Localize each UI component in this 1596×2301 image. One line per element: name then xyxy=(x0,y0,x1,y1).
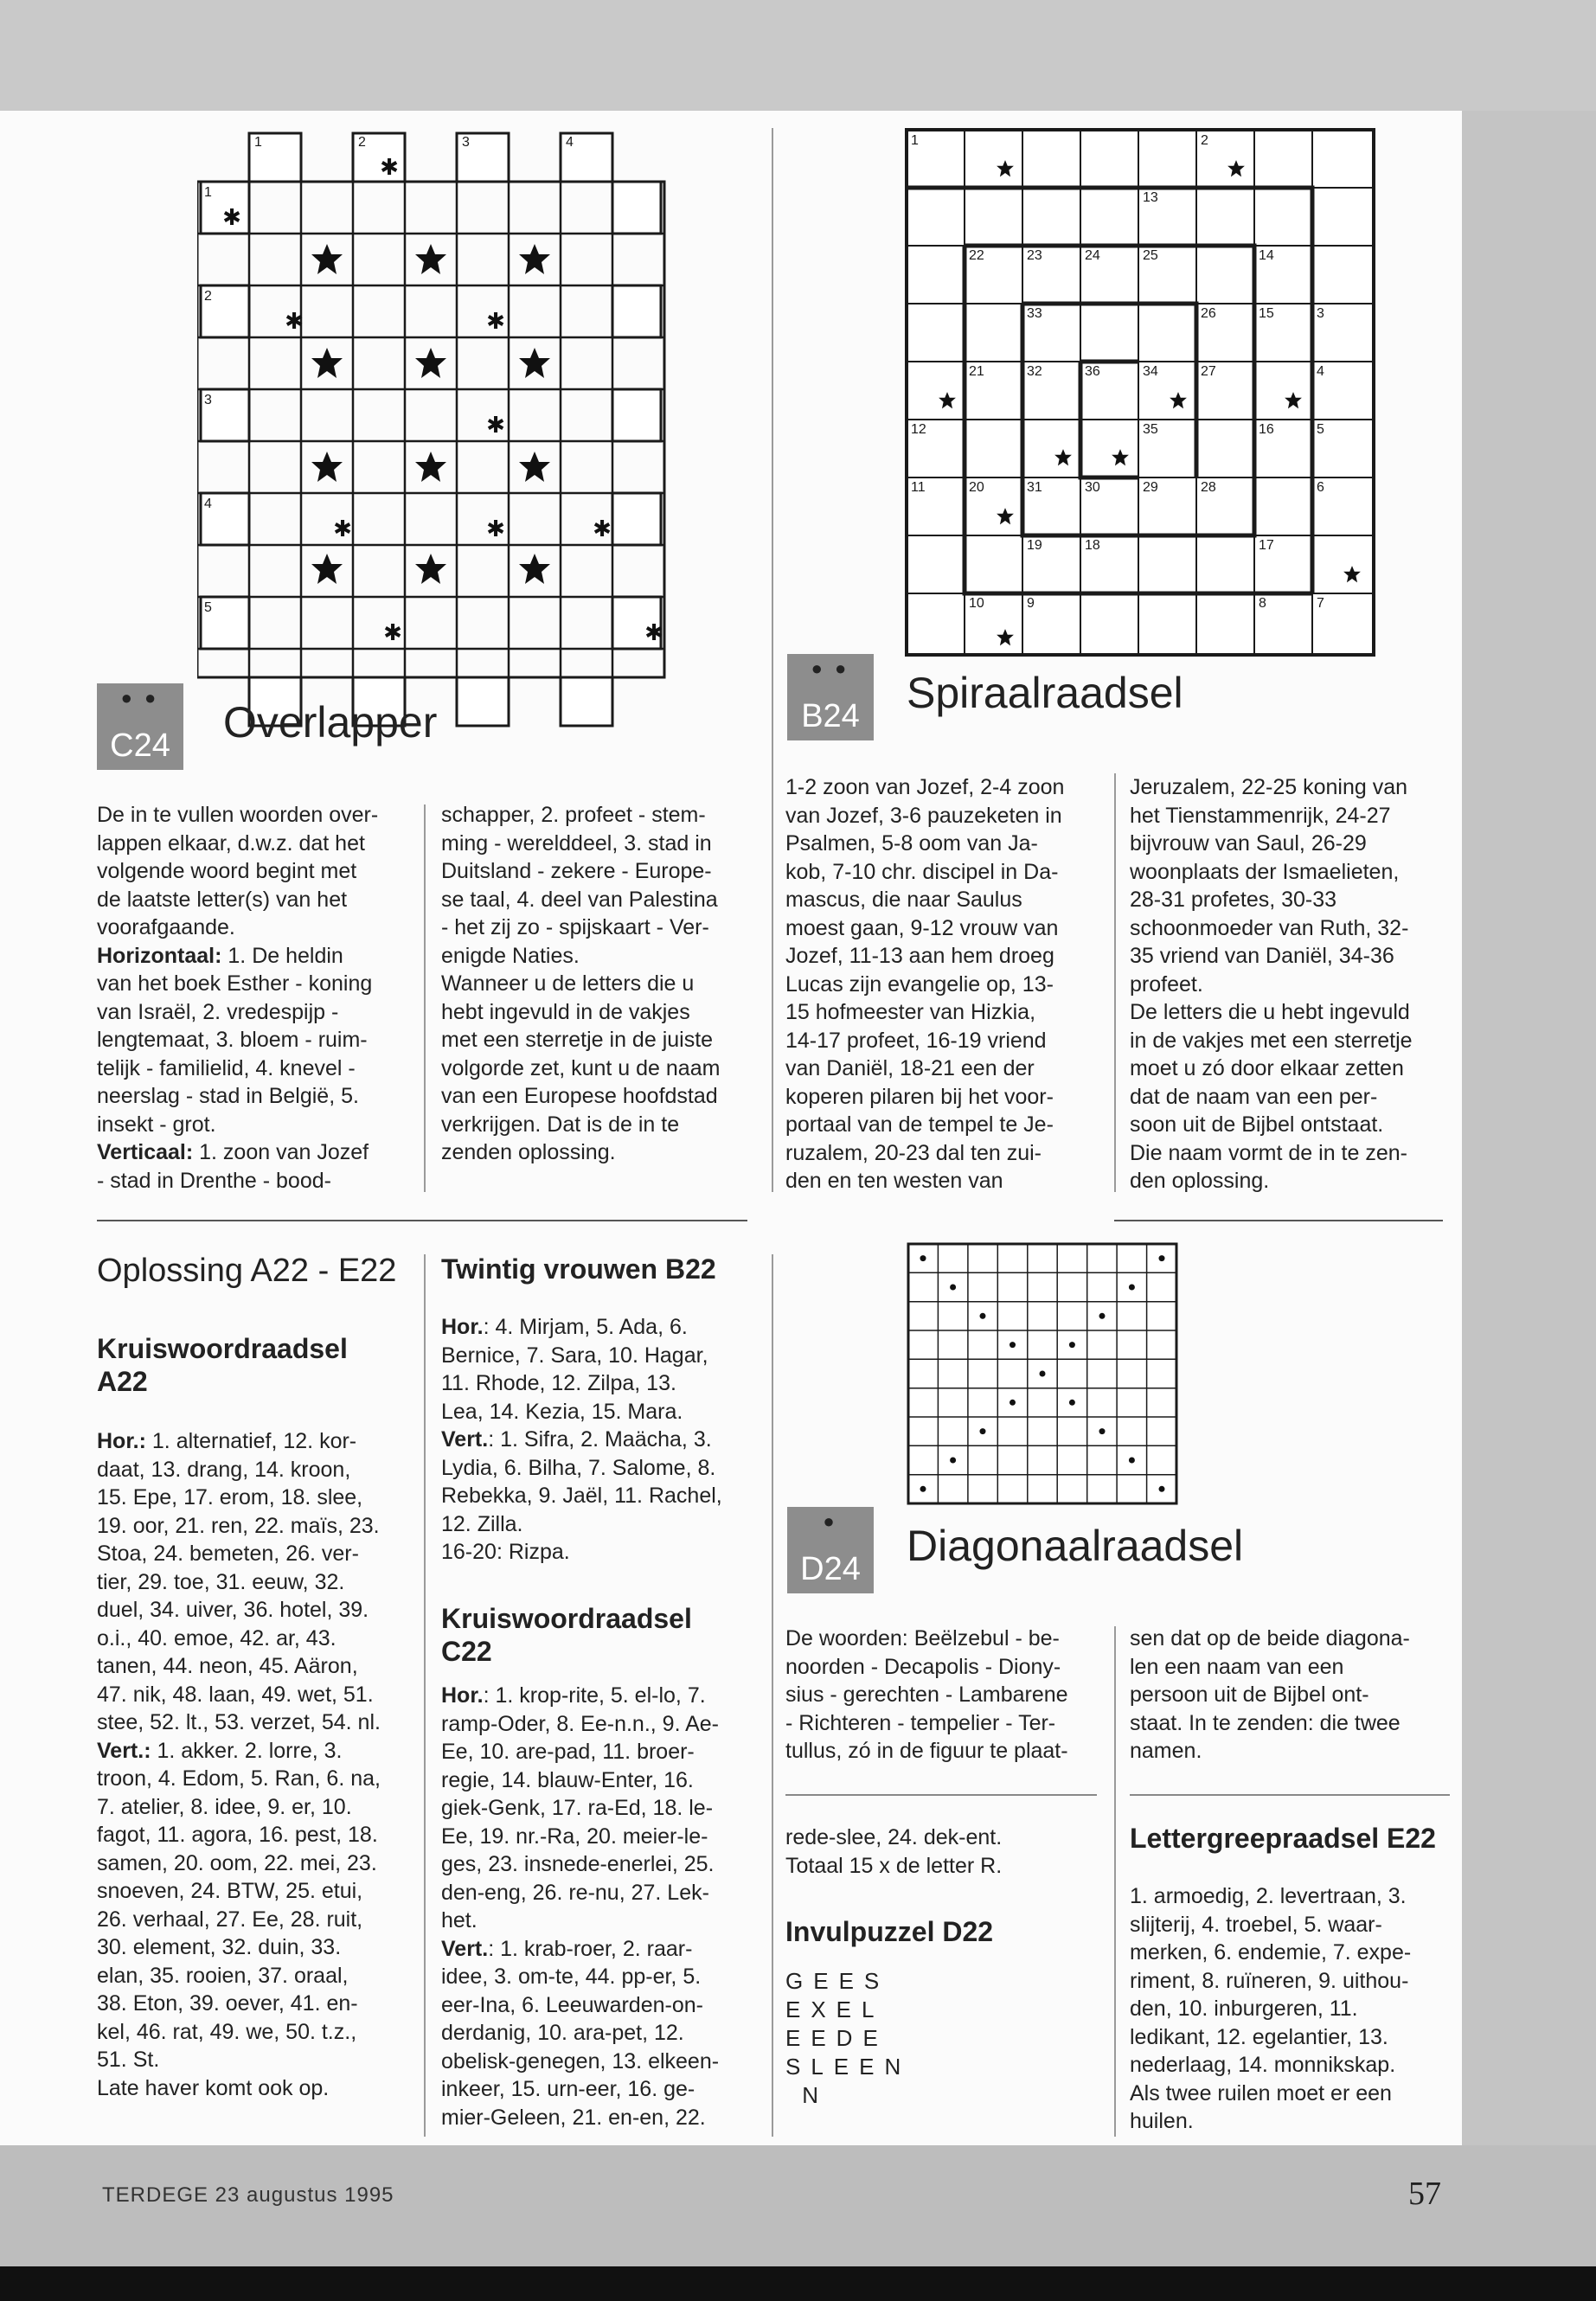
solution-kruis-c22 xyxy=(441,1682,761,2131)
grid-number: 14 xyxy=(1259,248,1274,263)
text-line: o.i., 40. emoe, 42. ar, 43. xyxy=(97,1625,337,1650)
grid-number: 33 xyxy=(1027,306,1042,321)
grid-number: 3 xyxy=(462,135,470,150)
text-line: Duitsland - zekere - Europe- xyxy=(441,859,712,883)
svg-text:✱: ✱ xyxy=(383,620,402,646)
text-line: zenden oplossing. xyxy=(441,1140,616,1164)
text-line: bijvrouw van Saul, 26-29 xyxy=(1130,831,1367,856)
text-line: soon uit de Bijbel ontstaat. xyxy=(1130,1112,1384,1137)
diagonaal-text-col1 xyxy=(785,1625,1097,1766)
text-line: neerslag - stad in België, 5. xyxy=(97,1084,359,1108)
footer-publication: TERDEGE 23 augustus 1995 xyxy=(102,2183,394,2207)
text-line: daat, 13. drang, 14. kroon, xyxy=(97,1457,351,1482)
text-line: schapper, 2. profeet - stem- xyxy=(441,803,706,827)
label: Vert. xyxy=(441,1936,489,1961)
text-line: namen. xyxy=(1130,1739,1202,1763)
text-line: persoon uit de Bijbel ont- xyxy=(1130,1682,1369,1707)
grid-number: 2 xyxy=(204,289,212,304)
text-line: met een sterretje in de juiste xyxy=(441,1028,714,1052)
puzzle-badge xyxy=(97,683,183,770)
grid-number: 5 xyxy=(204,600,212,615)
overlapper-text-col2 xyxy=(441,801,753,1167)
spiraal-grid[interactable] xyxy=(905,128,1381,659)
grid-number: 2 xyxy=(358,135,366,150)
text-line: ming - werelddeel, 3. stad in xyxy=(441,830,712,856)
text-line: in de vakjes met een sterretje xyxy=(1130,1028,1413,1053)
text-line: se taal, 4. deel van Palestina xyxy=(441,887,718,912)
section-divider xyxy=(97,1220,747,1221)
page-number: 57 xyxy=(1408,2176,1441,2212)
text-line: telijk - familielid, 4. knevel - xyxy=(97,1055,356,1080)
svg-text:✱: ✱ xyxy=(486,413,505,439)
solution-kruis-c22-cont xyxy=(785,1823,1097,1880)
text-line: De woorden: Beëlzebul - be- xyxy=(785,1626,1060,1650)
label: Horizontaal: xyxy=(97,943,222,968)
text-line: EEDE xyxy=(785,2025,888,2051)
text-line: de laatste letter(s) van het xyxy=(97,887,348,912)
text-line: riment, 8. ruïneren, 9. uithou- xyxy=(1130,1968,1409,1993)
text-line: den-eng, 26. re-nu, 27. Lek- xyxy=(441,1880,709,1905)
text-line: Lydia, 6. Bilha, 7. Salome, 8. xyxy=(441,1455,716,1480)
text-line: ges, 23. insnede-enerlei, 25. xyxy=(441,1852,715,1876)
text: 1. zoon van Jozef xyxy=(193,1140,369,1164)
puzzle-title: Diagonaalraadsel xyxy=(907,1522,1244,1570)
text-line: Lucas zijn evangelie op, 13- xyxy=(785,971,1054,997)
text-line: len een naam van een xyxy=(1130,1654,1344,1679)
text: 1. De heldin xyxy=(221,943,343,968)
text-line: rede-slee, 24. dek-ent. xyxy=(785,1825,1003,1849)
grid-number: 1 xyxy=(911,133,919,148)
text-line: Die naam vormt de in te zen- xyxy=(1130,1140,1407,1165)
grid-number: 25 xyxy=(1143,248,1158,263)
text-line: eer-Ina, 6. Leeuwarden-on- xyxy=(441,1992,703,2017)
grid-number: 35 xyxy=(1143,422,1158,437)
text-line: 1-2 zoon van Jozef, 2-4 zoon xyxy=(785,775,1065,799)
section-title: Kruiswoordraadsel C22 xyxy=(441,1603,692,1667)
text-line: insekt - grot. xyxy=(97,1112,216,1137)
text-line: hebt ingevuld in de vakjes xyxy=(441,999,690,1024)
difficulty-dots: ● ● xyxy=(120,687,160,708)
grid-number: 21 xyxy=(969,364,984,379)
text: : 1. krab-roer, 2. raar- xyxy=(488,1936,693,1961)
text-line: troon, 4. Edom, 5. Ran, 6. na, xyxy=(97,1766,381,1791)
puzzle-badge xyxy=(787,1507,874,1593)
grid-number: 4 xyxy=(1317,364,1324,379)
grid-number: 9 xyxy=(1027,596,1035,611)
column-divider xyxy=(424,1254,426,2137)
text: 1. akker. 2. lorre, 3. xyxy=(151,1738,343,1763)
grid-number: 28 xyxy=(1201,480,1216,495)
text-line: Bernice, 7. Sara, 10. Hagar, xyxy=(441,1343,708,1368)
text-line: De letters die u hebt ingevuld xyxy=(1130,1000,1410,1024)
text-line: profeet. xyxy=(1130,971,1203,997)
text-line: lengtemaat, 3. bloem - ruim- xyxy=(97,1028,368,1052)
text-line: Psalmen, 5-8 oom van Ja- xyxy=(785,831,1038,856)
text: 1. alternatief, 12. kor- xyxy=(145,1429,357,1453)
solution-lettergreep xyxy=(1130,1882,1458,2136)
text-line: staat. In te zenden: die twee xyxy=(1130,1710,1401,1735)
text-line: van Daniël, 18-21 een der xyxy=(785,1056,1035,1080)
text-line: sius - gerechten - Lambarene xyxy=(785,1682,1068,1707)
text-line: kel, 46. rat, 49. we, 50. t.z., xyxy=(97,2019,357,2044)
text-line: EXEL xyxy=(785,1997,885,2022)
grid-number: 27 xyxy=(1201,364,1216,379)
label: Vert.: xyxy=(97,1738,151,1763)
grid-number: 8 xyxy=(1259,596,1266,611)
text-line: den oplossing. xyxy=(1130,1169,1270,1193)
overlapper-grid[interactable] xyxy=(197,128,675,729)
text-line: Jeruzalem, 22-25 koning van xyxy=(1130,775,1408,799)
grid-number: 13 xyxy=(1143,190,1158,205)
section-title: Twintig vrouwen B22 xyxy=(441,1253,716,1285)
text-line xyxy=(97,1138,391,1167)
text-line: GEES xyxy=(785,1968,890,1994)
text-line: 12. Zilla. xyxy=(441,1511,523,1536)
column-divider xyxy=(1114,773,1116,1192)
label: Hor. xyxy=(441,1315,484,1339)
text-line: inkeer, 15. urn-eer, 16. ge- xyxy=(441,2077,695,2101)
text-line: Als twee ruilen moet er een xyxy=(1130,2080,1392,2106)
label: Hor.: xyxy=(97,1429,146,1453)
text-line: verkrijgen. Dat is de in te xyxy=(441,1112,680,1137)
text-line: het. xyxy=(441,1908,478,1932)
text-line: Late haver komt ook op. xyxy=(97,2075,330,2100)
difficulty-dots: ● xyxy=(823,1510,838,1532)
scan-edge xyxy=(0,2266,1596,2301)
spiraal-text-col2 xyxy=(1130,773,1450,1195)
text-line: De in te vullen woorden over- xyxy=(97,803,379,827)
text-line: - het zij zo - spijskaart - Ver- xyxy=(441,915,709,939)
puzzle-code: C24 xyxy=(110,727,170,764)
text-line: ramp-Oder, 8. Ee-n.n., 9. Ae- xyxy=(441,1711,719,1736)
text: : 1. krop-rite, 5. el-lo, 7. xyxy=(483,1683,706,1708)
text-line: voorafgaande. xyxy=(97,915,235,939)
grid-number: 32 xyxy=(1027,364,1042,379)
text-line: het Tienstammenrijk, 24-27 xyxy=(1130,803,1391,828)
text-line: mascus, die naar Saulus xyxy=(785,888,1022,912)
text-line: dat de naam van een per- xyxy=(1130,1084,1378,1109)
text-line: 28-31 profetes, 30-33 xyxy=(1130,888,1337,912)
section-divider xyxy=(1114,1220,1443,1221)
text-line: samen, 20. oom, 22. mei, 23. xyxy=(97,1850,377,1875)
svg-text:✱: ✱ xyxy=(222,205,241,231)
grid-number: 31 xyxy=(1027,480,1042,495)
grid-number: 11 xyxy=(911,480,926,495)
grid-number: 22 xyxy=(969,248,984,263)
grid-number: 2 xyxy=(1201,133,1208,148)
solutions-title: Oplossing A22 - E22 xyxy=(97,1253,397,1289)
svg-text:✱: ✱ xyxy=(285,309,304,335)
grid-number: 34 xyxy=(1143,364,1158,379)
svg-text:✱: ✱ xyxy=(486,516,505,542)
column-divider xyxy=(772,128,773,1192)
text-line: portaal van de tempel te Je- xyxy=(785,1112,1054,1137)
overlapper-text-col1 xyxy=(97,801,391,1195)
text-line: enigde Naties. xyxy=(441,943,580,968)
solution-invul xyxy=(785,1967,1045,2110)
column-divider xyxy=(772,1254,773,2137)
section-divider xyxy=(1130,1794,1450,1796)
text-line: noorden - Decapolis - Diony- xyxy=(785,1654,1061,1679)
difficulty-dots: ● ● xyxy=(811,657,850,679)
text-line: 11. Rhode, 12. Zilpa, 13. xyxy=(441,1371,676,1395)
text-line xyxy=(441,1935,761,1964)
diagonaal-text-col2 xyxy=(1130,1625,1450,1766)
grid-number: 4 xyxy=(566,135,574,150)
text-line: 26. verhaal, 27. Ee, 28. ruit, xyxy=(97,1907,363,1932)
text-line: Stoa, 24. bemeten, 26. ver- xyxy=(97,1541,359,1566)
text-line: 47. nik, 48. laan, 49. wet, 51. xyxy=(97,1682,374,1707)
text-line: 15 hofmeester van Hizkia, xyxy=(785,1000,1036,1024)
text-line: Rebekka, 9. Jaël, 11. Rachel, xyxy=(441,1484,722,1508)
column-divider xyxy=(1114,1626,1116,2137)
svg-text:✱: ✱ xyxy=(486,309,505,335)
text-line: N xyxy=(785,2082,829,2108)
text-line: mier-Geleen, 21. en-en, 22. xyxy=(441,2105,706,2130)
text-line xyxy=(441,1426,761,1454)
spiraal-text-col1 xyxy=(785,773,1097,1195)
label: Hor. xyxy=(441,1683,484,1708)
text-line: - stad in Drenthe - bood- xyxy=(97,1168,331,1193)
grid-number: 7 xyxy=(1317,596,1324,611)
text-line: 16-20: Rizpa. xyxy=(441,1540,570,1564)
grid-number: 3 xyxy=(1317,306,1324,321)
grid-number: 6 xyxy=(1317,480,1324,495)
column-divider xyxy=(424,804,426,1192)
text-line: van Jozef, 3-6 pauzeketen in xyxy=(785,803,1062,828)
grid-number: 18 xyxy=(1085,538,1100,553)
text-line: volgende woord begint met xyxy=(97,859,357,883)
svg-text:✱: ✱ xyxy=(380,155,399,181)
text-line: Ee, 10. are-pad, 11. broer- xyxy=(441,1740,695,1764)
text-line: duel, 34. uiver, 36. hotel, 39. xyxy=(97,1598,369,1622)
grid-number: 1 xyxy=(204,185,212,200)
text-line: 19. oor, 21. ren, 22. maïs, 23. xyxy=(97,1513,380,1538)
text-line: SLEEN xyxy=(785,2054,912,2080)
grid-number: 12 xyxy=(911,422,926,437)
text-line: ruzalem, 20-23 dal ten zui- xyxy=(785,1140,1042,1165)
puzzle-code: B24 xyxy=(801,698,860,734)
grid-number: 26 xyxy=(1201,306,1216,321)
text-line: Wanneer u de letters die u xyxy=(441,971,695,996)
text-line xyxy=(97,1737,417,1766)
solution-kruis-a22 xyxy=(97,1427,417,2102)
grid-number: 10 xyxy=(969,596,984,611)
text-line: moet u zó door elkaar zetten xyxy=(1130,1056,1404,1080)
section-title: Kruiswoordraadsel A22 xyxy=(97,1333,348,1397)
text-line: Lea, 14. Kezia, 15. Mara. xyxy=(441,1399,683,1424)
puzzle-title: Spiraalraadsel xyxy=(907,669,1183,717)
svg-text:✱: ✱ xyxy=(644,620,663,646)
text-line: Jozef, 11-13 aan hem droeg xyxy=(785,944,1054,968)
text-line: van het boek Esther - koning xyxy=(97,971,373,996)
text-line: idee, 3. om-te, 44. pp-er, 5. xyxy=(441,1965,702,1989)
puzzle-badge xyxy=(787,654,874,740)
grid-number: 5 xyxy=(1317,422,1324,437)
grid-number: 19 xyxy=(1027,538,1042,553)
text-line xyxy=(441,1682,761,1710)
text-line: tanen, 44. neon, 45. Aäron, xyxy=(97,1654,358,1678)
grid-number: 16 xyxy=(1259,422,1274,437)
grid-number: 23 xyxy=(1027,248,1042,263)
grid-number: 24 xyxy=(1085,248,1100,263)
section-title: Lettergreepraadsel E22 xyxy=(1130,1823,1436,1854)
text-line: huilen. xyxy=(1130,2109,1194,2133)
text-line: 38. Eton, 39. oever, 41. en- xyxy=(97,1991,358,2016)
text-line: 35 vriend van Daniël, 34-36 xyxy=(1130,944,1394,968)
text-line xyxy=(97,1427,417,1456)
grid-number: 36 xyxy=(1085,364,1100,379)
text-line: moest gaan, 9-12 vrouw van xyxy=(785,915,1059,940)
text-line: stee, 52. lt., 53. verzet, 54. nl. xyxy=(97,1710,381,1734)
text-line: 1. armoedig, 2. levertraan, 3. xyxy=(1130,1884,1407,1908)
puzzle-code: D24 xyxy=(800,1551,861,1587)
diagonaal-grid[interactable] xyxy=(907,1242,1182,1507)
label: Verticaal: xyxy=(97,1140,194,1164)
text: : 1. Sifra, 2. Maächa, 3. xyxy=(488,1427,712,1452)
text-line: 14-17 profeet, 16-19 vriend xyxy=(785,1028,1047,1053)
grid-number: 1 xyxy=(254,135,262,150)
text-line xyxy=(97,942,391,971)
text-line: kob, 7-10 chr. discipel in Da- xyxy=(785,859,1059,884)
text-line: obelisk-genegen, 13. elkeen- xyxy=(441,2048,720,2073)
text-line: 51. St. xyxy=(97,2048,160,2072)
text-line: lappen elkaar, d.w.z. dat het xyxy=(97,830,365,856)
text-line: van een Europese hoofdstad xyxy=(441,1084,718,1108)
svg-text:✱: ✱ xyxy=(593,516,612,542)
text-line: tier, 29. toe, 31. eeuw, 32. xyxy=(97,1569,345,1594)
grid-number: 30 xyxy=(1085,480,1100,495)
text-line: giek-Genk, 17. ra-Ed, 18. le- xyxy=(441,1796,714,1820)
text-line: fagot, 11. agora, 16. pest, 18. xyxy=(97,1823,378,1847)
text-line: Ee, 19. nr.-Ra, 20. meier-le- xyxy=(441,1823,708,1849)
text-line: Totaal 15 x de letter R. xyxy=(785,1853,1003,1878)
text-line: regie, 14. blauw-Enter, 16. xyxy=(441,1767,694,1792)
text-line: 30. element, 32. duin, 33. xyxy=(97,1935,342,1959)
grid-number: 20 xyxy=(969,480,984,495)
text-line: 7. atelier, 8. idee, 9. er, 10. xyxy=(97,1794,352,1819)
grid-number: 17 xyxy=(1259,538,1274,553)
text-line: elan, 35. rooien, 37. oraal, xyxy=(97,1963,349,1988)
scan-margin xyxy=(1462,111,1596,2145)
text-line: merken, 6. endemie, 7. expe- xyxy=(1130,1940,1412,1965)
grid-number: 3 xyxy=(204,393,212,407)
puzzle-title: Overlapper xyxy=(223,698,438,747)
text-line: snoeven, 24. BTW, 25. etui, xyxy=(97,1879,363,1903)
text-line: tullus, zó in de figuur te plaat- xyxy=(785,1739,1068,1763)
text-line: van Israël, 2. vredespijp - xyxy=(97,999,339,1024)
label: Vert. xyxy=(441,1427,489,1452)
grid-number: 4 xyxy=(204,497,212,511)
text-line: woonplaats der Ismaelieten, xyxy=(1130,859,1400,884)
text-line: nederlaag, 14. monnikskap. xyxy=(1130,2053,1396,2077)
text-line: ledikant, 12. egelantier, 13. xyxy=(1130,2024,1388,2049)
svg-text:✱: ✱ xyxy=(333,516,352,542)
text: : 4. Mirjam, 5. Ada, 6. xyxy=(483,1315,688,1339)
text-line: den en ten westen van xyxy=(785,1169,1003,1193)
section-divider xyxy=(785,1794,1097,1796)
text-line: volgorde zet, kunt u de naam xyxy=(441,1055,721,1080)
text-line: schoonmoeder van Ruth, 32- xyxy=(1130,915,1409,940)
text-line: derdanig, 10. ara-pet, 12. xyxy=(441,2021,684,2045)
grid-number: 15 xyxy=(1259,306,1274,321)
text-line: koperen pilaren bij het voor- xyxy=(785,1084,1054,1109)
text-line xyxy=(441,1313,761,1342)
text-line: - Richteren - tempelier - Ter- xyxy=(785,1710,1056,1735)
solution-twintig xyxy=(441,1313,761,1567)
grid-number: 29 xyxy=(1143,480,1158,495)
text-line: slijterij, 4. troebel, 5. waar- xyxy=(1130,1912,1382,1937)
text-line: 15. Epe, 17. erom, 18. slee, xyxy=(97,1485,363,1509)
section-title: Invulpuzzel D22 xyxy=(785,1916,994,1947)
text-line: den, 10. inburgeren, 11. xyxy=(1130,1997,1358,2021)
text-line: sen dat op de beide diagona- xyxy=(1130,1626,1410,1650)
